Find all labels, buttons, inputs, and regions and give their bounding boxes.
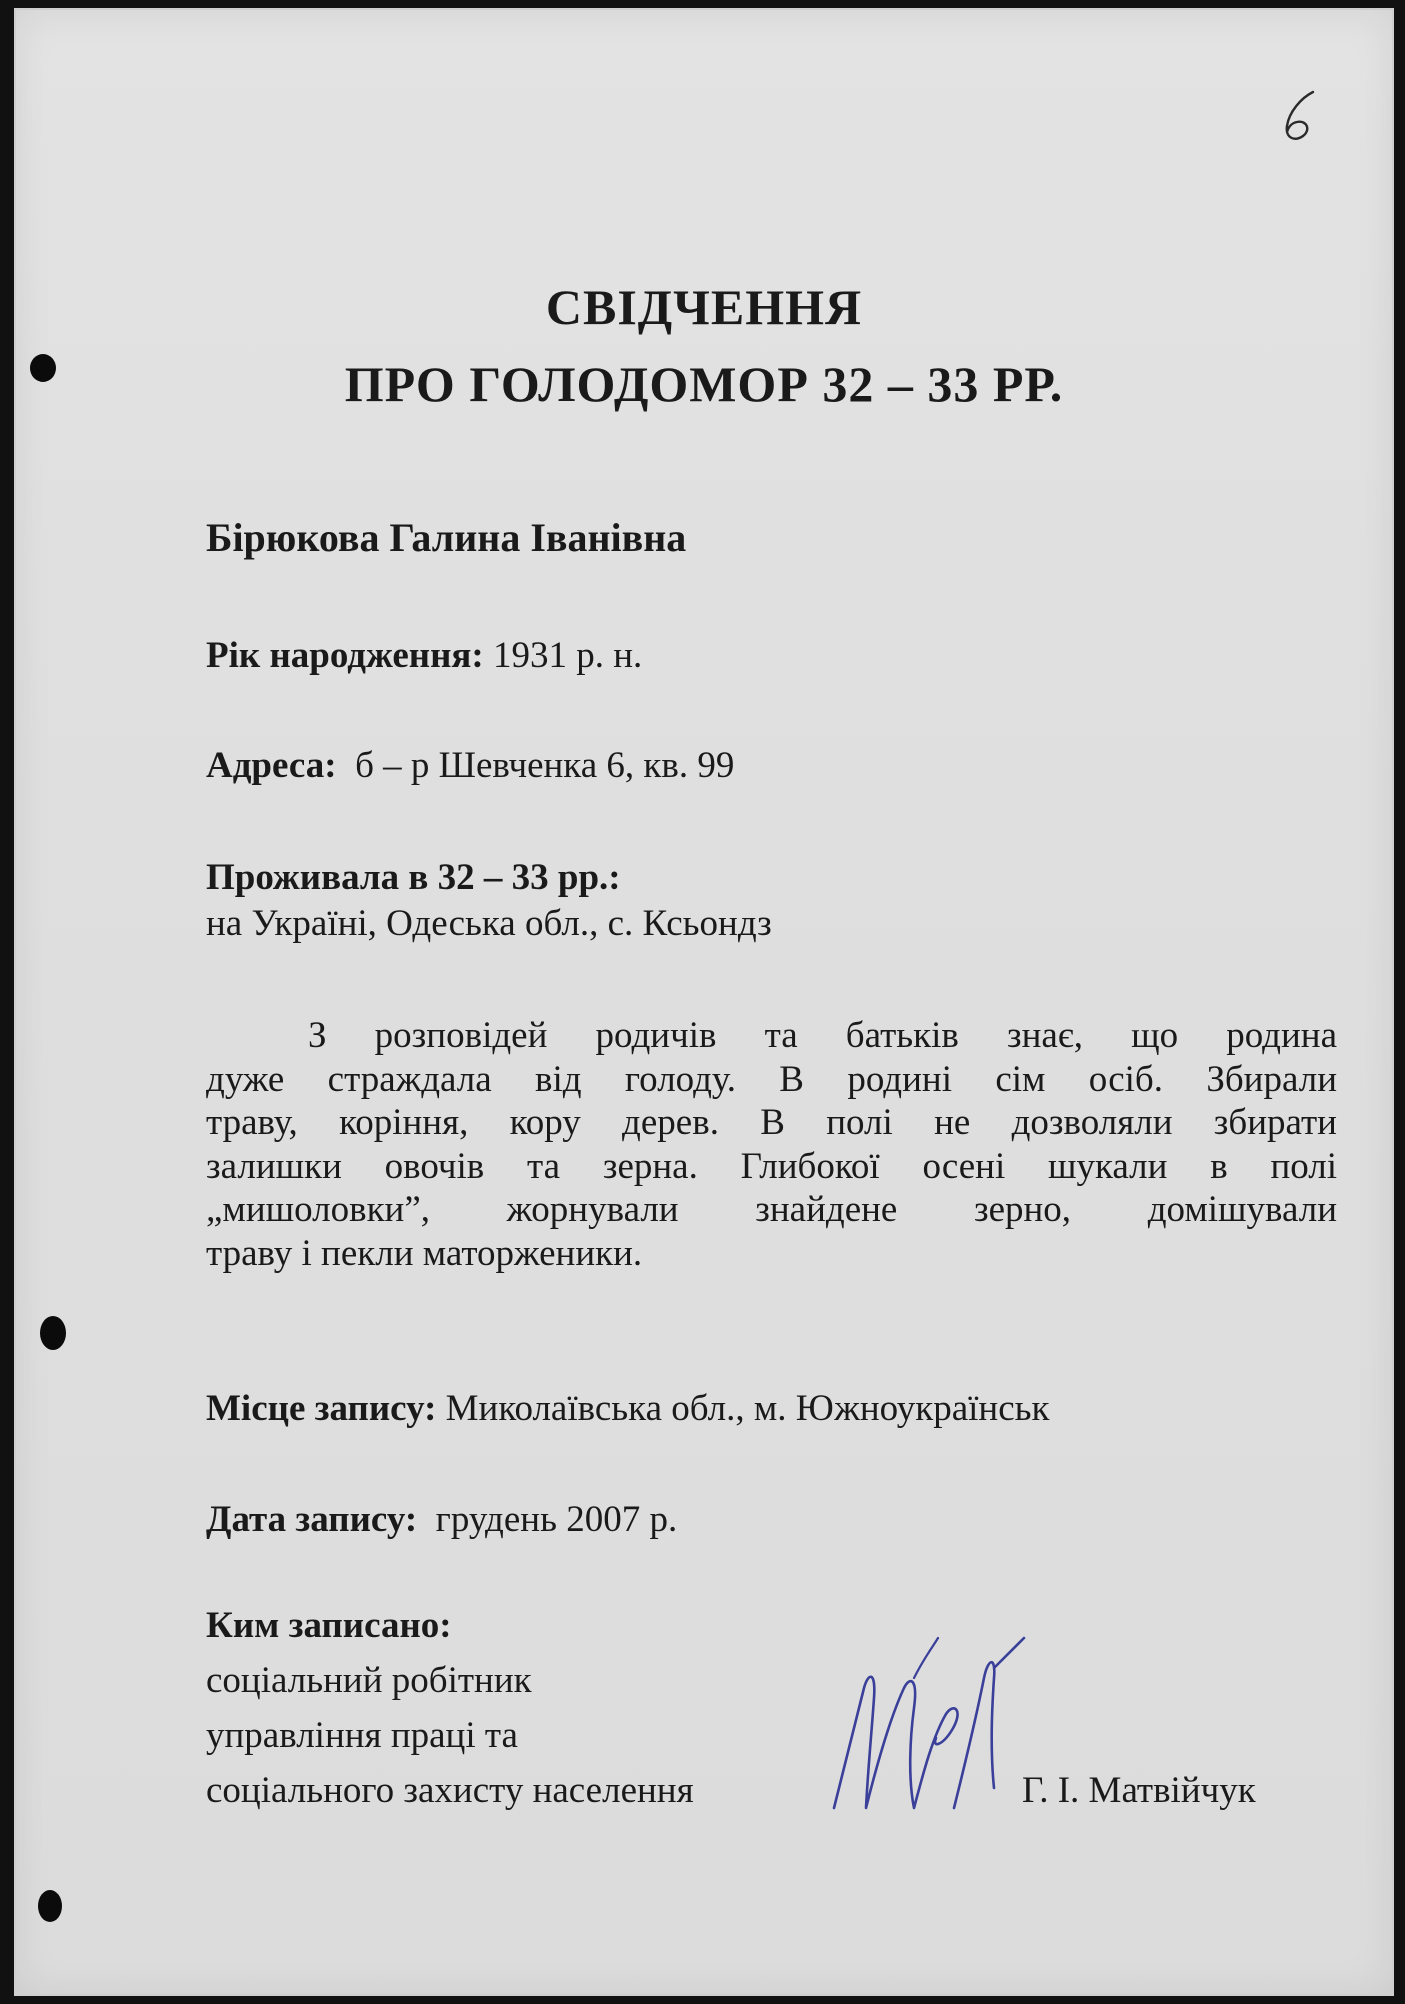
address-row	[206, 745, 734, 788]
record-date-label: Дата запису:	[206, 1499, 418, 1540]
punch-hole-middle	[40, 1316, 66, 1350]
recorder-position-line: управління праці та	[206, 1715, 518, 1756]
birth-year-value: 1931 р. н.	[493, 635, 643, 676]
testimony-line: залишки овочів та зерна. Глибокої осені шукали в полі	[206, 1145, 1337, 1187]
recorder-position-line: соціальний робітник	[206, 1660, 532, 1701]
recorder-position-line: соціального захисту населення	[206, 1770, 694, 1811]
testimony-paragraph	[206, 1014, 1337, 1275]
recorder-name: Г. І. Матвійчук	[1022, 1770, 1256, 1811]
testimony-line: „мишоловки”, жорнували знайдене зерно, домішували	[206, 1189, 1337, 1230]
recorded-by-label: Ким записано:	[206, 1605, 452, 1646]
record-place-value: Миколаївська обл., м. Южноукраїнськ	[445, 1388, 1050, 1429]
handwritten-page-number	[1271, 88, 1331, 148]
handwritten-signature	[814, 1618, 1064, 1838]
document-title-line-1: СВІДЧЕННЯ	[545, 279, 863, 335]
record-place-label: Місце запису:	[206, 1388, 437, 1429]
testimony-line: дуже страждала від голоду. В родині сім осіб. Збирали	[206, 1058, 1337, 1100]
address-label: Адреса:	[206, 745, 337, 786]
testimony-line: З розповідей родичів та батьків знає, що родина	[308, 1015, 1337, 1056]
birth-year-row	[206, 635, 642, 678]
record-date-value: грудень 2007 р.	[435, 1499, 678, 1540]
birth-year-label: Рік народження:	[206, 635, 484, 676]
record-place-row	[206, 1388, 1050, 1431]
testimony-line: траву, коріння, кору дерев. В полі не дозволяли збирати	[206, 1102, 1337, 1143]
document-page	[14, 8, 1394, 1996]
person-name: Бірюкова Галина Іванівна	[206, 515, 687, 560]
residence-label: Проживала в 32 – 33 рр.:	[206, 857, 621, 898]
residence-value: на Україні, Одеська обл., с. Ксьондз	[206, 903, 772, 944]
address-value: б – р Шевченка 6, кв. 99	[355, 745, 735, 786]
record-date-row	[206, 1499, 677, 1542]
punch-hole-bottom	[38, 1890, 62, 1922]
document-title-line-2: ПРО ГОЛОДОМОР 32 – 33 РР.	[344, 356, 1064, 412]
testimony-line: траву і пекли маторженики.	[206, 1232, 643, 1274]
